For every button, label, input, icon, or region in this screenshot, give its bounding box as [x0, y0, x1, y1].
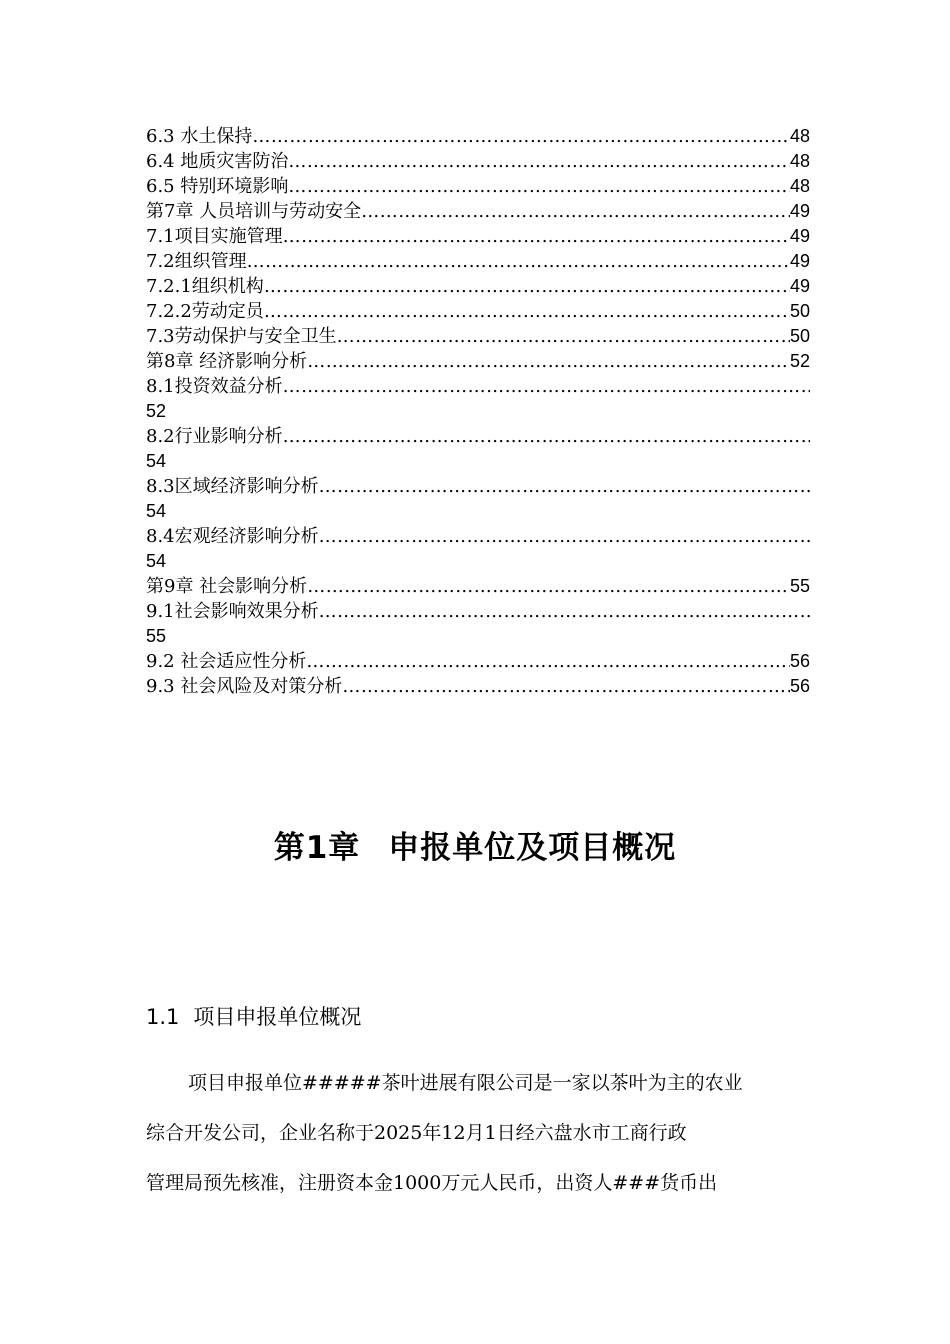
toc-entry-page: 48: [789, 176, 810, 196]
toc-entry-title: 8.4宏观经济影响分析: [146, 526, 319, 547]
body-line: 综合开发公司，企业名称于2025年12月1日经六盘水市工商行政: [146, 1122, 687, 1144]
toc-leader-dots: [361, 199, 790, 224]
toc-entry-page: 49: [789, 201, 810, 221]
body-line: 管理局预先核准，注册资本金1000万元人民币，出资人###货币出: [146, 1172, 718, 1194]
toc-entry[interactable]: [146, 249, 810, 274]
toc-entry-title: 6.4 地质灾害防治: [146, 151, 289, 172]
toc-leader-dots: [337, 324, 790, 349]
toc-leader-dots: [319, 599, 810, 624]
toc-entry[interactable]: [146, 674, 810, 699]
toc-entry-page: 54: [146, 451, 167, 471]
toc-entry[interactable]: [146, 599, 810, 624]
toc-leader-dots: [319, 524, 810, 549]
toc-entry-page: 52: [146, 401, 167, 421]
toc-entry[interactable]: [146, 349, 810, 374]
toc-entry-page: 56: [789, 676, 810, 696]
toc-entry[interactable]: [146, 149, 810, 174]
section-number: 1.1: [146, 1005, 180, 1029]
toc-entry-page: 48: [789, 151, 810, 171]
toc-entry-page: 52: [789, 351, 810, 371]
toc-entry-page: 54: [146, 501, 167, 521]
toc-leader-dots: [247, 249, 790, 274]
toc-entry-page: 55: [146, 626, 167, 646]
toc-entry-title: 7.3劳动保护与安全卫生: [146, 326, 337, 347]
toc-entry[interactable]: [146, 274, 810, 299]
toc-leader-dots: [307, 349, 790, 374]
toc-leader-dots: [319, 474, 810, 499]
chapter-label: 第1章: [273, 830, 361, 866]
chapter-heading: [0, 822, 950, 867]
toc-entry-title: 8.3区域经济影响分析: [146, 476, 319, 497]
body-paragraph: [146, 1058, 811, 1208]
toc-entry[interactable]: [146, 524, 810, 549]
toc-entry[interactable]: [146, 424, 810, 449]
toc-entry-page: 50: [789, 301, 810, 321]
toc-entry-title: 9.1社会影响效果分析: [146, 601, 319, 622]
toc-entry-title: 7.2.1组织机构: [146, 276, 264, 297]
table-of-contents: [146, 124, 810, 699]
toc-entry-title: 9.2 社会适应性分析: [146, 651, 307, 672]
toc-entry[interactable]: [146, 224, 810, 249]
chapter-title-text: 申报单位及项目概况: [388, 830, 677, 866]
toc-entry-title: 6.5 特别环境影响: [146, 176, 289, 197]
toc-leader-dots: [283, 424, 810, 449]
toc-entry[interactable]: [146, 374, 810, 399]
toc-leader-dots: [264, 299, 790, 324]
toc-entry-title: 第8章 经济影响分析: [146, 351, 308, 372]
toc-leader-dots: [283, 224, 790, 249]
toc-entry-page: 54: [146, 551, 167, 571]
toc-leader-dots: [283, 374, 810, 399]
toc-leader-dots: [307, 574, 790, 599]
toc-entry-page: 55: [789, 576, 810, 596]
toc-entry-page: 49: [789, 276, 810, 296]
toc-entry-title: 6.3 水土保持: [146, 126, 253, 147]
toc-entry-page: 50: [789, 326, 810, 346]
toc-entry[interactable]: [146, 124, 810, 149]
body-line: 项目申报单位#####茶叶进展有限公司是一家以茶叶为主的农业: [188, 1072, 743, 1094]
toc-entry-page: 49: [789, 251, 810, 271]
section-title-text: 项目申报单位概况: [193, 1005, 362, 1029]
toc-entry[interactable]: [146, 174, 810, 199]
toc-entry-title: 第9章 社会影响分析: [146, 576, 308, 597]
toc-entry[interactable]: [146, 324, 810, 349]
toc-entry-title: 7.2组织管理: [146, 251, 247, 272]
toc-leader-dots: [252, 124, 790, 149]
toc-entry-title: 8.1投资效益分析: [146, 376, 283, 397]
toc-entry[interactable]: [146, 299, 810, 324]
toc-leader-dots: [264, 274, 790, 299]
toc-entry-title: 7.1项目实施管理: [146, 226, 283, 247]
toc-leader-dots: [288, 174, 790, 199]
toc-entry[interactable]: [146, 574, 810, 599]
section-heading: [146, 1001, 361, 1031]
toc-entry-title: 第7章 人员培训与劳动安全: [146, 201, 362, 222]
toc-leader-dots: [288, 149, 790, 174]
toc-entry-page: 56: [789, 651, 810, 671]
toc-entry-title: 8.2行业影响分析: [146, 426, 283, 447]
toc-leader-dots: [306, 649, 790, 674]
toc-entry-page: 49: [789, 226, 810, 246]
toc-entry-title: 7.2.2劳动定员: [146, 301, 264, 322]
toc-entry[interactable]: [146, 649, 810, 674]
toc-entry-title: 9.3 社会风险及对策分析: [146, 676, 343, 697]
toc-entry-page: 48: [789, 126, 810, 146]
toc-entry[interactable]: [146, 474, 810, 499]
toc-leader-dots: [342, 674, 790, 699]
toc-entry[interactable]: [146, 199, 810, 224]
